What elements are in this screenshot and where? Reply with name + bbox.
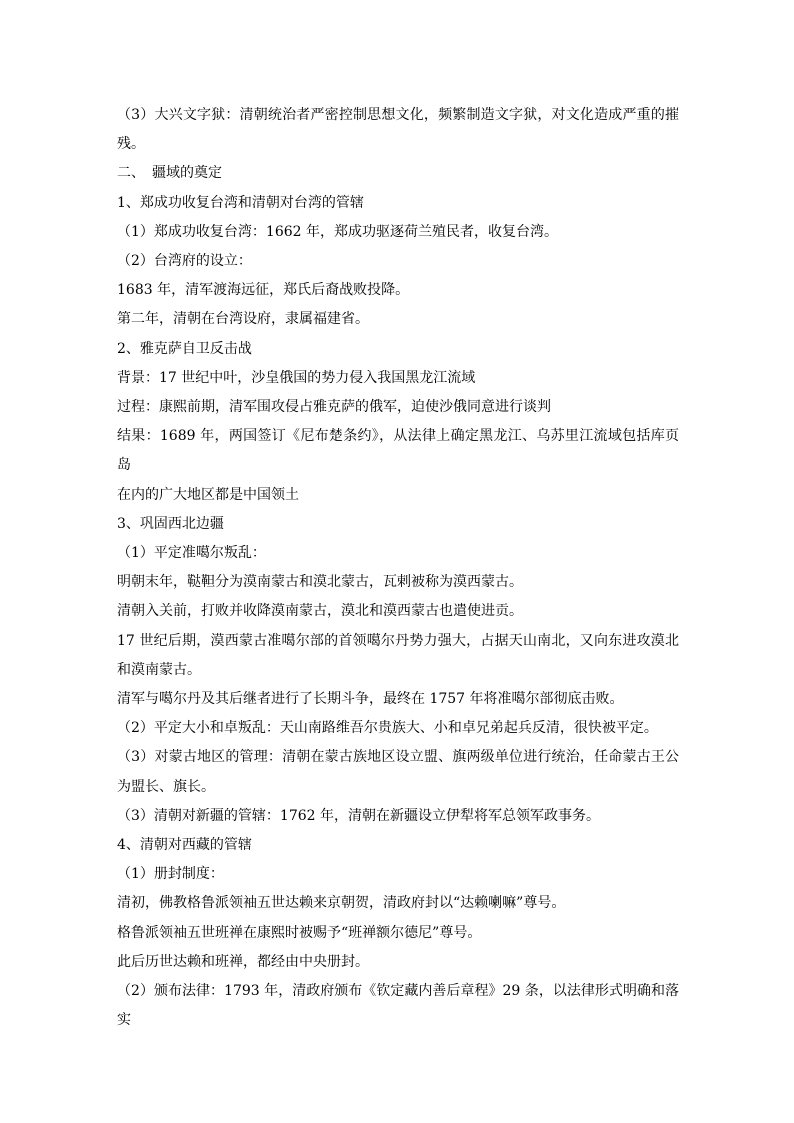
paragraph-line: （1）郑成功收复台湾：1662 年，郑成功驱逐荷兰殖民者，收复台湾。 bbox=[117, 223, 558, 240]
paragraph-line: （1）册封制度： bbox=[117, 866, 224, 883]
paragraph-line: 清朝入关前，打败并收降漠南蒙古，漠北和漠西蒙古也遣使进贡。 bbox=[117, 603, 523, 620]
subsection-heading: 3、巩固西北边疆 bbox=[117, 515, 224, 532]
paragraph-line: 背景：17 世纪中叶，沙皇俄国的势力侵入我国黑龙江流域 bbox=[117, 369, 476, 386]
paragraph-line: 17 世纪后期，漠西蒙古准噶尔部的首领噶尔丹势力强大，占据天山南北，又向东进攻漠北 bbox=[117, 632, 679, 649]
paragraph-line: 为盟长、旗长。 bbox=[117, 778, 215, 795]
paragraph-line: 明朝末年，鞑靼分为漠南蒙古和漠北蒙古，瓦剌被称为漠西蒙古。 bbox=[117, 574, 523, 591]
subsection-heading: 2、雅克萨自卫反击战 bbox=[117, 340, 252, 357]
paragraph-line: 结果：1689 年，两国签订《尼布楚条约》，从法律上确定黑龙江、乌苏里江流域包括库页岛 bbox=[117, 428, 679, 474]
paragraph-line: 和漠南蒙古。 bbox=[117, 661, 201, 678]
paragraph-line: 1683 年，清军渡海远征，郑氏后裔战败投降。 bbox=[117, 282, 410, 299]
paragraph-line: （2）颁布法律：1793 年，清政府颁布《钦定藏内善后章程》29 条，以法律形式明确和落实 bbox=[117, 983, 679, 1029]
section-heading: 二、 疆域的奠定 bbox=[117, 165, 222, 182]
paragraph-line: （1）平定准噶尔叛乱： bbox=[117, 545, 266, 562]
paragraph-line: 残。 bbox=[117, 136, 145, 153]
paragraph-line: （3）清朝对新疆的管辖：1762 年，清朝在新疆设立伊犁将军总领军政事务。 bbox=[117, 807, 600, 824]
subsection-heading: 1、郑成功收复台湾和清朝对台湾的管辖 bbox=[117, 194, 364, 211]
paragraph-line: 清军与噶尔丹及其后继者进行了长期斗争，最终在 1757 年将准噶尔部彻底击败。 bbox=[117, 691, 624, 708]
paragraph-line: 过程：康熙前期，清军围攻侵占雅克萨的俄军，迫使沙俄同意进行谈判 bbox=[117, 399, 551, 416]
paragraph-line: （3）对蒙古地区的管理：清朝在蒙古族地区设立盟、旗两级单位进行统治，任命蒙古王公 bbox=[117, 749, 679, 766]
paragraph-line: 格鲁派领袖五世班禅在康熙时被赐予“班禅额尔德尼”尊号。 bbox=[117, 924, 482, 941]
paragraph-line: 在内的广大地区都是中国领土 bbox=[117, 486, 299, 503]
subsection-heading: 4、清朝对西藏的管辖 bbox=[117, 837, 252, 854]
paragraph-line: （2）平定大小和卓叛乱：天山南路维吾尔贵族大、小和卓兄弟起兵反清，很快被平定。 bbox=[117, 720, 658, 737]
paragraph-line: （3）大兴文字狱：清朝统治者严密控制思想文化，频繁制造文字狱，对文化造成严重的摧 bbox=[117, 107, 679, 123]
document-body bbox=[117, 101, 679, 1036]
paragraph-line: 第二年，清朝在台湾设府，隶属福建省。 bbox=[117, 311, 369, 328]
paragraph-line: （2）台湾府的设立： bbox=[117, 253, 252, 270]
paragraph-line: 此后历世达赖和班禅，都经由中央册封。 bbox=[117, 953, 369, 970]
paragraph-line: 清初，佛教格鲁派领袖五世达赖来京朝贺，清政府封以“达赖喇嘛”尊号。 bbox=[117, 895, 566, 912]
